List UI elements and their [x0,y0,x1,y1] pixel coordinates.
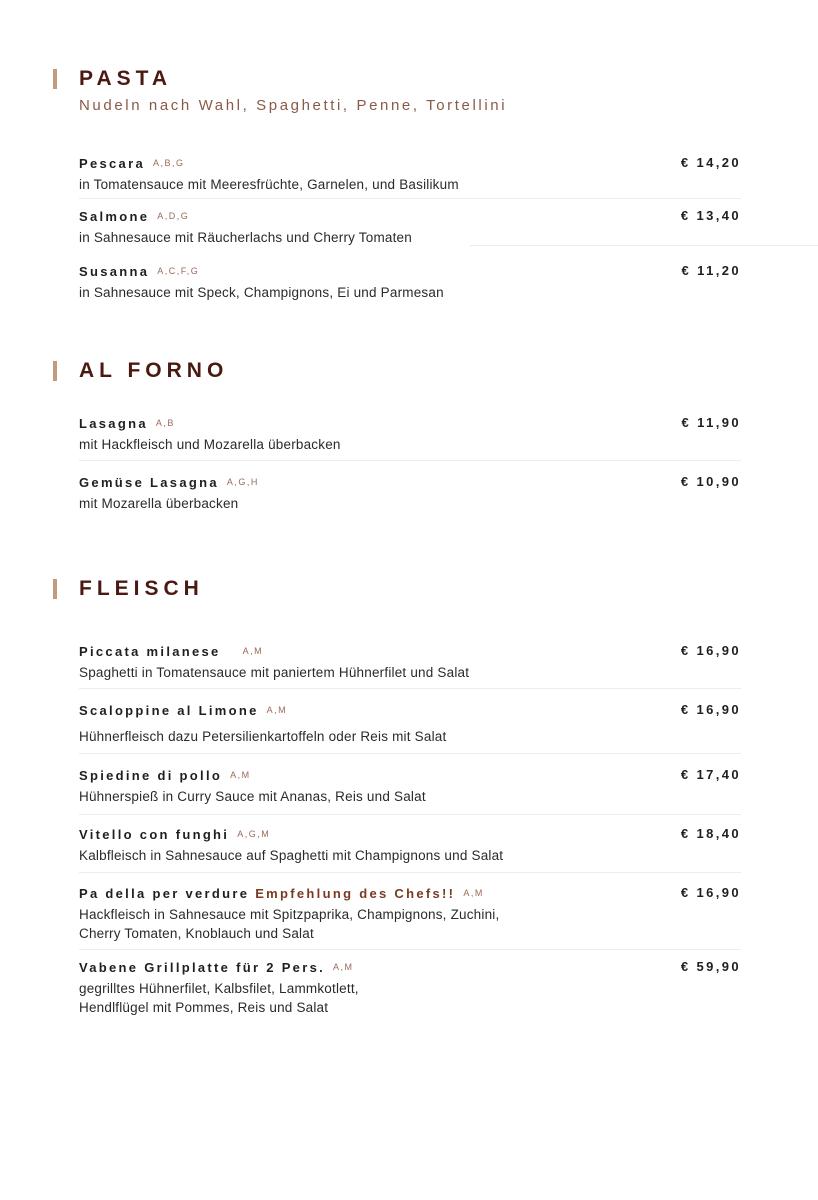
item-description: in Tomatensauce mit Meeresfrüchte, Garnelen, und Basilikum [79,177,459,192]
item-description: gegrilltes Hühnerfilet, Kalbsfilet, Lammkotlett, [79,981,359,996]
item-description: Hühnerspieß in Curry Sauce mit Ananas, Reis und Salat [79,789,426,804]
section-marker [53,69,57,89]
allergen-codes: A,M [266,705,288,715]
item-name: Vitello con funghi [79,827,230,842]
item-description-line2: Cherry Tomaten, Knoblauch und Salat [79,926,314,941]
item-description: Hühnerfleisch dazu Petersilienkartoffeln oder Reis mit Salat [79,729,447,744]
item-price: € 11,20 [681,263,741,278]
item-description: in Sahnesauce mit Räucherlachs und Cherry Tomaten [79,230,412,245]
item-price: € 59,90 [680,959,741,974]
allergen-codes: A,M [333,962,354,972]
item-name: Pescara [79,156,145,171]
allergen-codes: A,M [463,888,484,898]
item-price: € 16,90 [680,885,741,900]
item-price: € 13,40 [680,208,741,223]
divider [79,688,741,689]
menu-item-spiedine-di-pollo [79,767,741,806]
item-description: in Sahnesauce mit Speck, Champignons, Ei und Parmesan [79,285,444,300]
menu-item-piccata-milanese [79,643,741,682]
item-name: Pa della per verdure [79,886,250,901]
menu-item-gemuese-lasagna [79,474,741,513]
menu-item-vabene-grillplatte [79,959,741,1017]
menu-item-susanna [79,263,741,302]
allergen-codes: A,D,G [157,211,190,221]
divider [79,872,741,873]
item-name: Susanna [79,264,150,279]
section-title-pasta: PASTA [79,67,173,90]
divider [470,245,818,246]
menu-item-lasagna [79,415,741,454]
item-description: mit Mozarella überbacken [79,496,239,511]
allergen-codes: A,M [230,770,251,780]
divider [79,753,741,754]
menu-item-pescara [79,155,741,194]
allergen-codes: A,C,F,G [157,266,200,276]
item-name: Spiedine di pollo [79,768,223,783]
section-title-fleisch: FLEISCH [79,577,204,600]
item-price: € 11,90 [681,415,741,430]
item-price: € 14,20 [680,155,741,170]
divider [79,949,741,950]
item-description-line2: Hendlflügel mit Pommes, Reis und Salat [79,1000,329,1015]
divider [79,814,741,815]
allergen-codes: A,G,H [226,477,259,487]
item-description: Hackfleisch in Sahnesauce mit Spitzpaprika, Champignons, Zuchini, [79,907,500,922]
chef-recommendation: Empfehlung des Chefs!! [255,886,456,901]
section-subtitle-pasta: Nudeln nach Wahl, Spaghetti, Penne, Tortellini [79,97,508,114]
menu-item-scaloppine-al-limone [79,702,741,746]
menu-item-vitello-con-funghi [79,826,741,865]
item-price: € 16,90 [680,643,741,658]
section-marker [53,361,57,381]
item-description: Spaghetti in Tomatensauce mit paniertem Hühnerfilet und Salat [79,665,470,680]
allergen-codes: A,M [242,646,264,656]
item-price: € 17,40 [680,767,741,782]
item-price: € 10,90 [680,474,741,489]
section-marker [53,579,57,599]
menu-item-pa-della-per-verdure [79,885,741,943]
divider [79,198,741,199]
item-name: Lasagna [79,416,148,431]
allergen-codes: A,B,G [152,158,185,168]
allergen-codes: A,B [155,418,175,428]
item-name: Salmone [79,209,150,224]
item-description: Kalbfleisch in Sahnesauce auf Spaghetti mit Champignons und Salat [79,848,504,863]
divider [79,460,741,461]
section-title-al-forno: AL FORNO [79,359,229,382]
allergen-codes: A,G,M [237,829,271,839]
item-name: Vabene Grillplatte für 2 Pers. [79,960,326,975]
item-name: Piccata milanese [79,644,221,659]
item-name: Scaloppine al Limone [79,703,259,718]
item-name: Gemüse Lasagna [79,475,219,490]
item-price: € 18,40 [680,826,741,841]
item-description: mit Hackfleisch und Mozarella überbacken [79,437,341,452]
menu-item-salmone [79,208,741,247]
item-price: € 16,90 [680,702,741,717]
